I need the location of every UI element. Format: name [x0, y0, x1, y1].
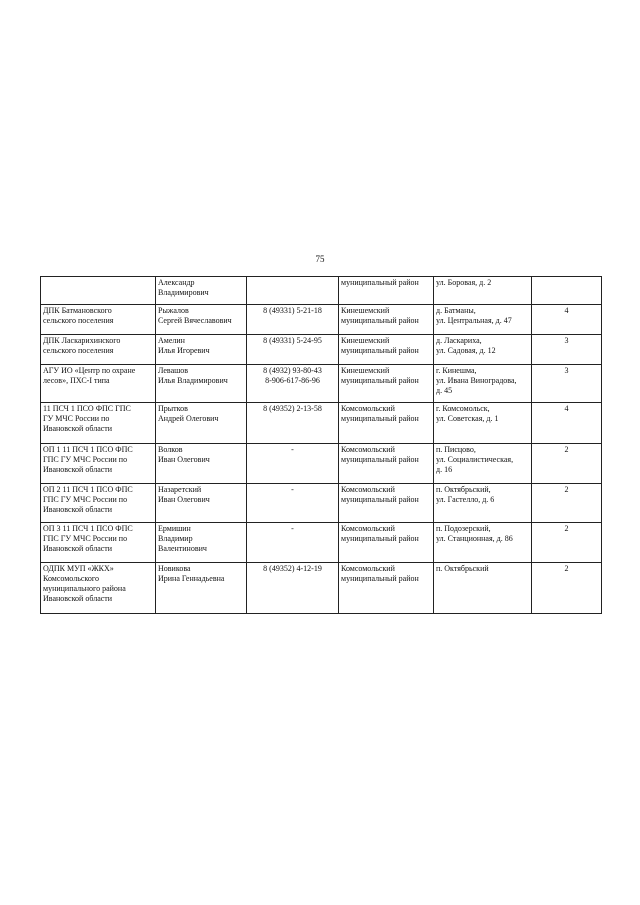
address-cell: ул. Боровая, д. 2 — [434, 277, 532, 305]
district-cell: Комсомольский муниципальный район — [339, 484, 434, 523]
table-row — [41, 563, 602, 614]
head-cell: Александр Владимирович — [156, 277, 247, 305]
table-row — [41, 335, 602, 365]
address-cell: п. Подозерский, ул. Станционная, д. 86 — [434, 523, 532, 563]
phone-cell: 8 (49331) 5-21-18 — [247, 305, 339, 335]
count-cell: 3 — [532, 365, 602, 403]
district-cell: Комсомольский муниципальный район — [339, 403, 434, 444]
phone-cell: - — [247, 444, 339, 484]
district-cell: Комсомольский муниципальный район — [339, 563, 434, 614]
address-cell: г. Комсомольск, ул. Советская, д. 1 — [434, 403, 532, 444]
phone-cell — [247, 277, 339, 305]
head-cell: Волков Иван Олегович — [156, 444, 247, 484]
table-row — [41, 523, 602, 563]
head-cell: Назаретский Иван Олегович — [156, 484, 247, 523]
phone-cell: 8 (49352) 2-13-58 — [247, 403, 339, 444]
org-cell: ДПК Батмановского сельского поселения — [41, 305, 156, 335]
address-cell: п. Октябрьский — [434, 563, 532, 614]
count-cell — [532, 277, 602, 305]
head-cell: Новикова Ирина Геннадьевна — [156, 563, 247, 614]
org-cell: 11 ПСЧ 1 ПСО ФПС ГПС ГУ МЧС России по Ивановской области — [41, 403, 156, 444]
org-cell: АГУ ИО «Центр по охране лесов», ПХС-I типа — [41, 365, 156, 403]
org-cell: ОП 3 11 ПСЧ 1 ПСО ФПС ГПС ГУ МЧС России по Ивановской области — [41, 523, 156, 563]
phone-cell: 8 (4932) 93-80-43 8-906-617-86-96 — [247, 365, 339, 403]
page-number: 75 — [315, 254, 325, 264]
count-cell: 4 — [532, 403, 602, 444]
address-cell: д. Ласкариха, ул. Садовая, д. 12 — [434, 335, 532, 365]
count-cell: 3 — [532, 335, 602, 365]
org-cell: ОДПК МУП «ЖКХ» Комсомольского муниципального района Ивановской области — [41, 563, 156, 614]
head-cell: Прытков Андрей Олегович — [156, 403, 247, 444]
district-cell: Комсомольский муниципальный район — [339, 444, 434, 484]
district-cell: Комсомольский муниципальный район — [339, 523, 434, 563]
head-cell: Амелин Илья Игоревич — [156, 335, 247, 365]
org-cell: ДПК Ласкарихинского сельского поселения — [41, 335, 156, 365]
count-cell: 2 — [532, 563, 602, 614]
district-cell: Кинешемский муниципальный район — [339, 365, 434, 403]
table-row — [41, 484, 602, 523]
head-cell: Ермишин Владимир Валентинович — [156, 523, 247, 563]
table-row — [41, 403, 602, 444]
phone-cell: 8 (49331) 5-24-95 — [247, 335, 339, 365]
org-cell — [41, 277, 156, 305]
head-cell: Левашов Илья Владимирович — [156, 365, 247, 403]
district-cell: Кинешемский муниципальный район — [339, 335, 434, 365]
count-cell: 2 — [532, 484, 602, 523]
address-cell: п. Писцово, ул. Социалистическая, д. 16 — [434, 444, 532, 484]
address-cell: п. Октябрьский, ул. Гастелло, д. 6 — [434, 484, 532, 523]
phone-cell: - — [247, 523, 339, 563]
fire-units-table — [40, 276, 602, 614]
head-cell: Рыжалов Сергей Вячеславович — [156, 305, 247, 335]
phone-cell: 8 (49352) 4-12-19 — [247, 563, 339, 614]
district-cell: муниципальный район — [339, 277, 434, 305]
count-cell: 2 — [532, 444, 602, 484]
table-row — [41, 365, 602, 403]
count-cell: 2 — [532, 523, 602, 563]
phone-cell: - — [247, 484, 339, 523]
table-row — [41, 277, 602, 305]
count-cell: 4 — [532, 305, 602, 335]
address-cell: д. Батманы, ул. Центральная, д. 47 — [434, 305, 532, 335]
org-cell: ОП 2 11 ПСЧ 1 ПСО ФПС ГПС ГУ МЧС России по Ивановской области — [41, 484, 156, 523]
table-row — [41, 444, 602, 484]
address-cell: г. Кинешма, ул. Ивана Виноградова, д. 45 — [434, 365, 532, 403]
org-cell: ОП 1 11 ПСЧ 1 ПСО ФПС ГПС ГУ МЧС России по Ивановской области — [41, 444, 156, 484]
table-row — [41, 305, 602, 335]
district-cell: Кинешемский муниципальный район — [339, 305, 434, 335]
